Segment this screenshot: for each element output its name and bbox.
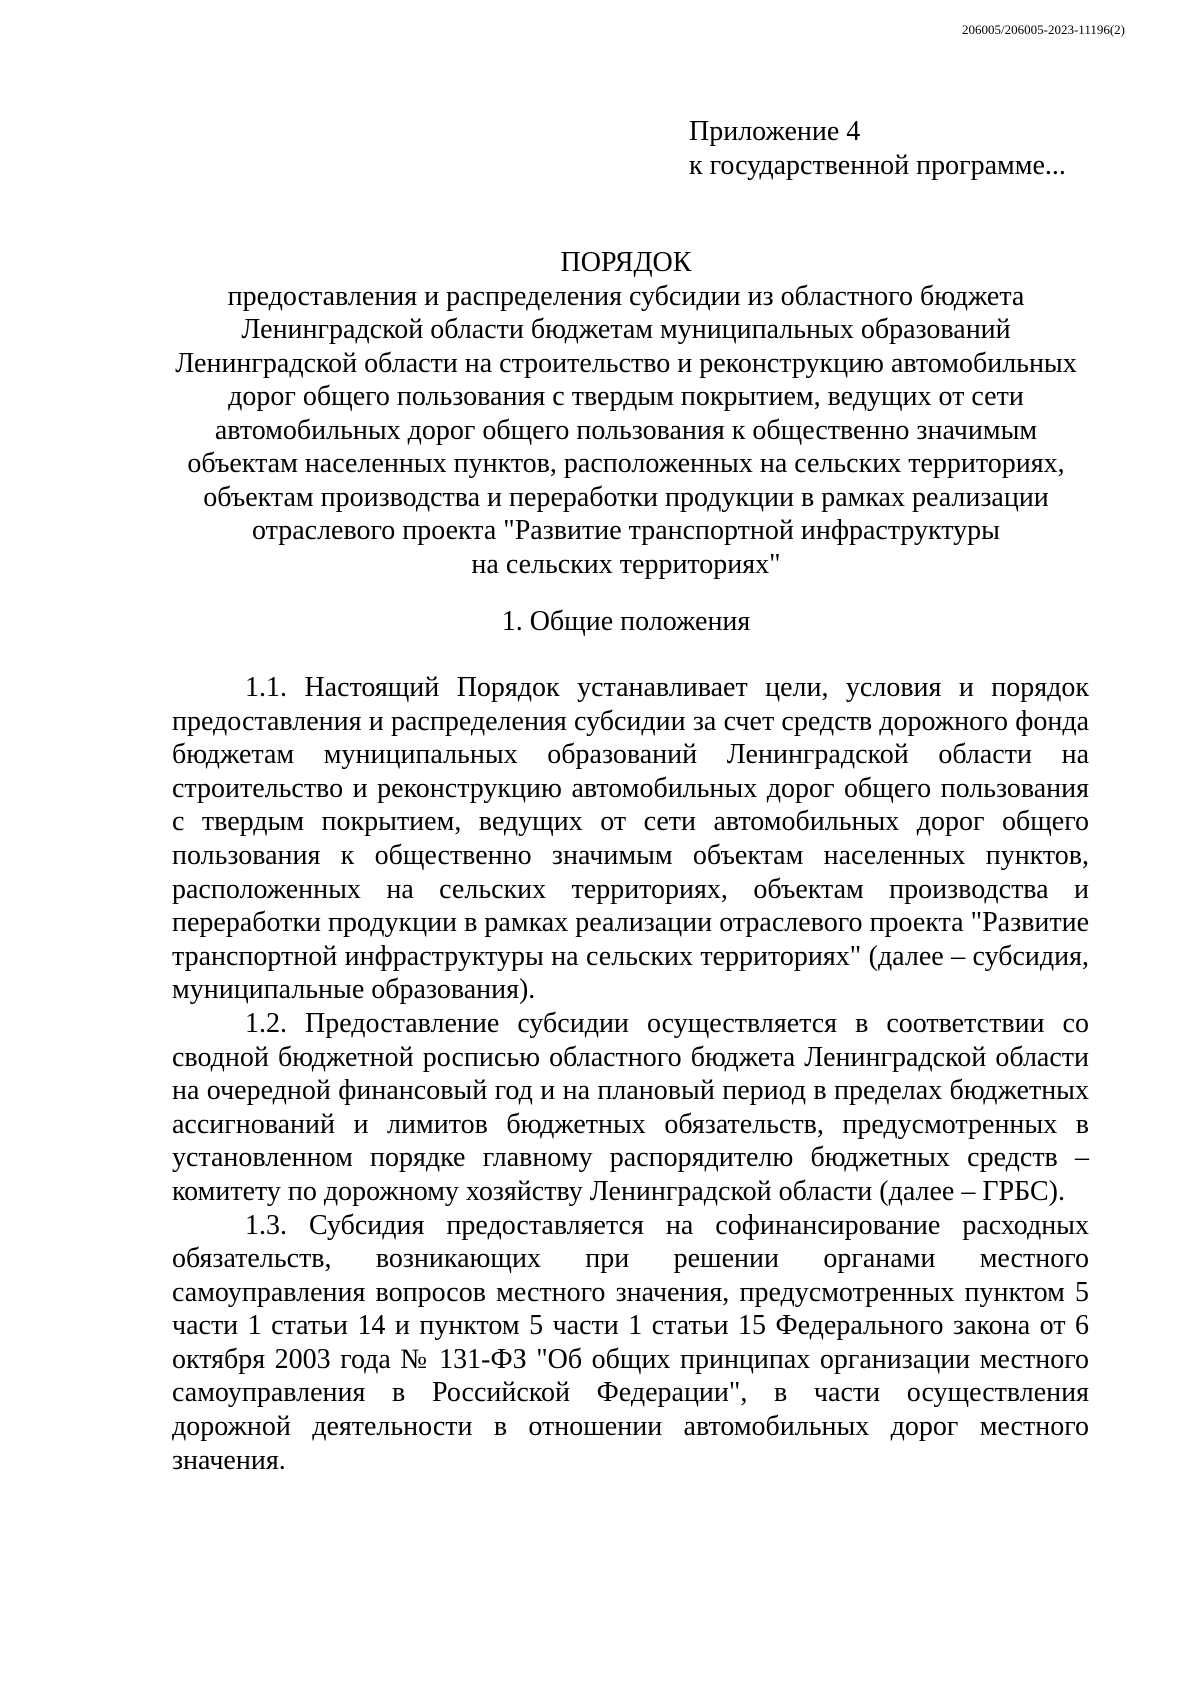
- appendix-line-1: Приложение 4: [689, 116, 861, 147]
- title-line: Ленинградской области на строительство и реконструкцию автомобильных: [175, 347, 1077, 379]
- title-line: объектам населенных пунктов, расположенных на сельских территориях,: [187, 448, 1065, 479]
- title-line: дорог общего пользования с твердым покрытием, ведущих от сети: [228, 381, 1024, 412]
- paragraph-1-3: 1.3. Субсидия предоставляется на софинансирование расходных обязательств, возникающих при решении органами местного самоуправления вопросов местного значения, предусмотренных пунктом 5 части 1 статьи 14 и пунктом 5 части 1 статьи 15 Федерального закона от 6 октября 2003 года № 131-ФЗ "Об общих принципах организации местного самоуправления в Российской Федерации", в части осуществления дорожной деятельности в отношении автомобильных дорог местного значения.: [172, 1209, 1089, 1476]
- title-line: объектам производства и переработки продукции в рамках реализации: [203, 481, 1049, 513]
- appendix-line-2: к государственной программе...: [689, 150, 1066, 181]
- paragraph-1-2: 1.2. Предоставление субсидии осуществляется в соответствии со сводной бюджетной росписью областного бюджета Ленинградской области на очередной финансовый год и на плановый период в пределах бюджетных ассигнований и лимитов бюджетных обязательств, предусмотренных в установленном порядке главному распорядителю бюджетных средств – комитету по дорожному хозяйству Ленинградской области (далее – ГРБС).: [172, 1007, 1089, 1207]
- title-line: предоставления и распределения субсидии из областного бюджета: [227, 280, 1025, 312]
- paragraph-1-1: 1.1. Настоящий Порядок устанавливает цели, условия и порядок предоставления и распределения субсидии за счет средств дорожного фонда бюджетам муниципальных образований Ленинградской области на строительство и реконструкцию автомобильных дорог общего пользования с твердым покрытием, ведущих от сети автомобильных дорог общего пользования к общественно значимым объектам населенных пунктов, расположенных на сельских территориях, объектам производства и переработки продукции в рамках реализации отраслевого проекта "Развитие транспортной инфраструктуры на сельских территориях" (далее – субсидия, муниципальные образования).: [172, 672, 1089, 1006]
- document-title: [160, 246, 1092, 581]
- appendix-reference: [689, 115, 1066, 183]
- document-id: 206005/206005-2023-11196(2): [962, 22, 1125, 37]
- title-line: отраслевого проекта "Развитие транспортной инфраструктуры: [252, 515, 1000, 546]
- section-heading: 1. Общие положения: [501, 606, 751, 637]
- title-line: Ленинградской области бюджетам муниципальных образований: [241, 314, 1011, 345]
- title-line: на сельских территориях": [471, 548, 781, 580]
- title-line: автомобильных дорог общего пользования к общественно значимым: [214, 414, 1038, 446]
- section-body: [172, 671, 1089, 1477]
- title-heading: ПОРЯДОК: [560, 247, 692, 278]
